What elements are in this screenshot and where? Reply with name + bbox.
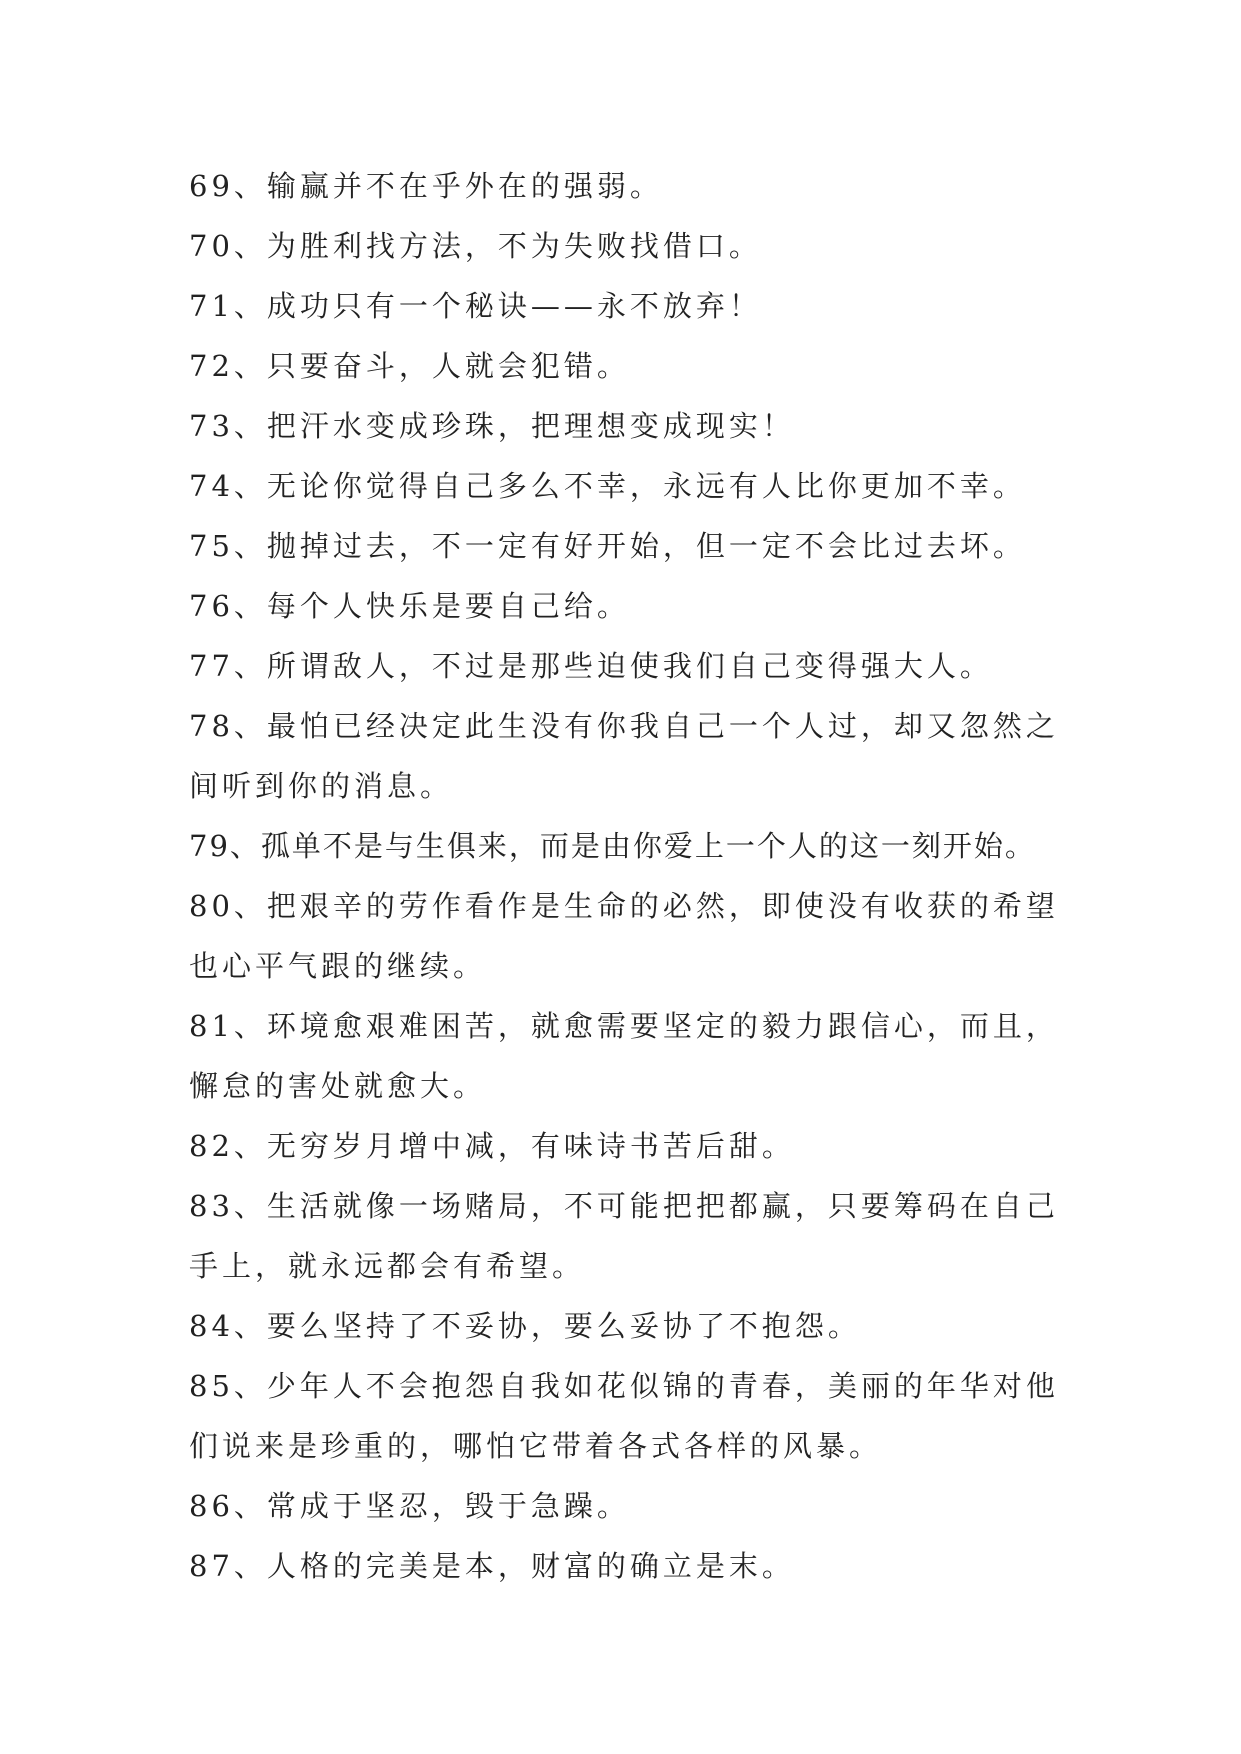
quote-line: 82、无穷岁月增中减，有味诗书苦后甜。 (189, 1129, 795, 1163)
quote-item (189, 816, 1189, 876)
quote-line: 79、孤单不是与生俱来，而是由你爱上一个人的这一刻开始。 (189, 829, 1036, 863)
quote-item (189, 336, 1189, 396)
quote-line: 86、常成于坚忍，毁于急躁。 (189, 1489, 630, 1523)
quote-line: 81、环境愈艰难困苦，就愈需要坚定的毅力跟信心，而且， (189, 1009, 1059, 1043)
quote-item (189, 1176, 1189, 1296)
quote-line: 87、人格的完美是本，财富的确立是末。 (189, 1549, 795, 1583)
quote-line: 74、无论你觉得自己多么不幸，永远有人比你更加不幸。 (189, 469, 1026, 503)
quote-item (189, 1296, 1189, 1356)
quote-line: 80、把艰辛的劳作看作是生命的必然，即使没有收获的希望 (189, 889, 1059, 923)
quote-item (189, 576, 1189, 636)
quote-item (189, 1536, 1189, 1596)
quote-item (189, 216, 1189, 276)
quote-item (189, 996, 1189, 1116)
quote-line: 84、要么坚持了不妥协，要么妥协了不抱怨。 (189, 1309, 861, 1343)
quote-line: 78、最怕已经决定此生没有你我自己一个人过，却又忽然之 (189, 709, 1059, 743)
quote-line: 75、抛掉过去，不一定有好开始，但一定不会比过去坏。 (189, 529, 1026, 563)
quote-line: 72、只要奋斗，人就会犯错。 (189, 349, 630, 383)
quote-line: 73、把汗水变成珍珠，把理想变成现实！ (189, 409, 795, 443)
quote-line: 85、少年人不会抱怨自我如花似锦的青春，美丽的年华对他 (189, 1369, 1059, 1403)
quote-item (189, 276, 1189, 336)
quote-line-continuation: 手上，就永远都会有希望。 (189, 1249, 586, 1283)
quote-item (189, 156, 1189, 216)
quote-item (189, 456, 1189, 516)
quote-item (189, 1476, 1189, 1536)
quote-line: 70、为胜利找方法，不为失败找借口。 (189, 229, 762, 263)
quote-item (189, 876, 1189, 996)
quote-item (189, 516, 1189, 576)
document-body (189, 156, 1189, 1596)
quote-line: 71、成功只有一个秘诀——永不放弃！ (189, 289, 762, 323)
quote-item (189, 1116, 1189, 1176)
quote-line: 77、所谓敌人，不过是那些迫使我们自己变得强大人。 (189, 649, 993, 683)
quote-item (189, 696, 1189, 816)
quote-line-continuation: 懈怠的害处就愈大。 (189, 1069, 487, 1103)
quote-item (189, 636, 1189, 696)
quote-line: 83、生活就像一场赌局，不可能把把都赢，只要筹码在自己 (189, 1189, 1059, 1223)
quote-line-continuation: 间听到你的消息。 (189, 769, 454, 803)
quote-line: 76、每个人快乐是要自己给。 (189, 589, 630, 623)
quote-line: 69、输赢并不在乎外在的强弱。 (189, 169, 663, 203)
quote-line-continuation: 们说来是珍重的，哪怕它带着各式各样的风暴。 (189, 1429, 883, 1463)
quote-item (189, 396, 1189, 456)
quote-item (189, 1356, 1189, 1476)
quote-line-continuation: 也心平气跟的继续。 (189, 949, 487, 983)
